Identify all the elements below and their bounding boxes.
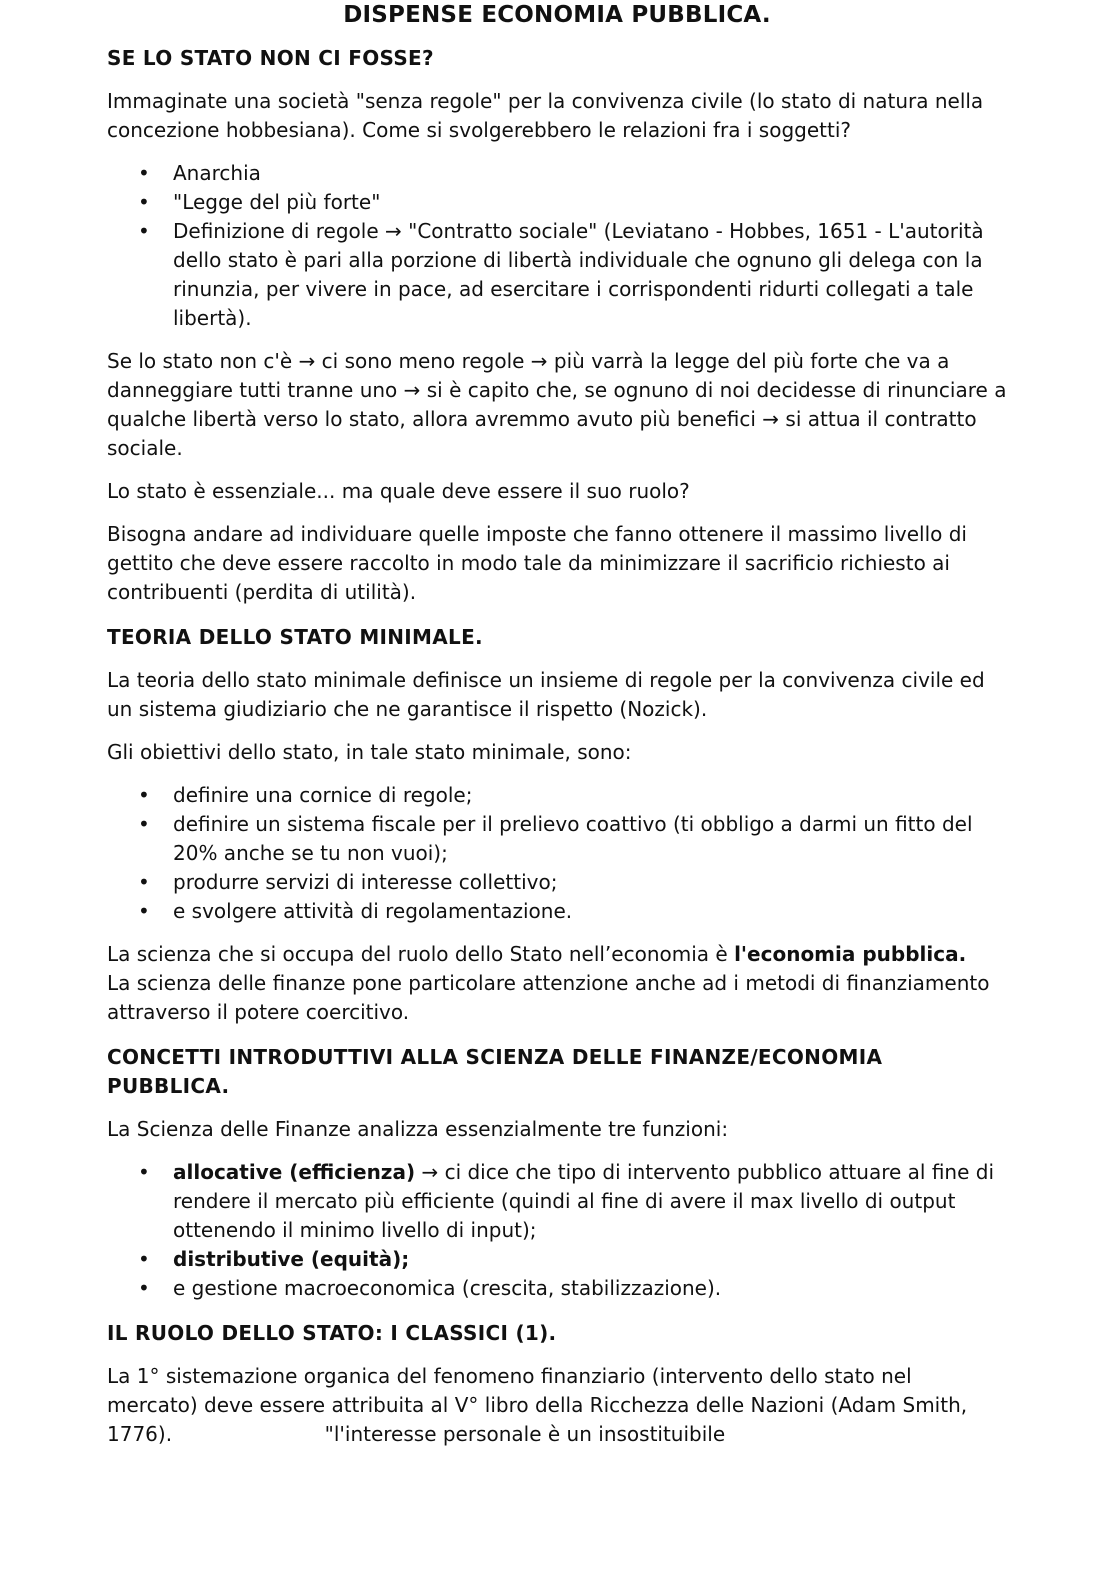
bullet-list (107, 159, 1007, 333)
list-item: • definire una cornice di regole; (107, 781, 1007, 810)
list-item: • Definizione di regole → "Contratto sociale" (Leviatano - Hobbes, 1651 - L'autorità dello stato è pari alla porzione di libertà individuale che ognuno gli delega con la rinunzia, per vivere in pace, ad esercitare i corrispondenti ridurti collegati a tale libertà). (107, 217, 1007, 333)
bullet-list (107, 781, 1007, 926)
paragraph: Immaginate una società "senza regole" per la convivenza civile (lo stato di natura nella concezione hobbesiana). Come si svolgerebbero le relazioni fra i soggetti? (107, 89, 984, 142)
list-item: • Anarchia (107, 159, 1007, 188)
paragraph: La teoria dello stato minimale definisce un insieme di regole per la convivenza civile ed un sistema giudiziario che ne garantisce il rispetto (Nozick). (107, 668, 985, 721)
bullet-list (107, 1158, 1007, 1303)
paragraph: Bisogna andare ad individuare quelle imposte che fanno ottenere il massimo livello di gettito che deve essere raccolto in modo tale da minimizzare il sacrificio richiesto ai contribuenti (perdita di utilità). (107, 522, 967, 604)
text-run: → ci dice che tipo di intervento pubblico attuare al fine di rendere il mercato più efficiente (quindi al fine di avere il max livello di output ottenendo il minimo livello di input); (173, 1160, 995, 1242)
paragraph: La 1° sistemazione organica del fenomeno finanziario (intervento dello stato nel mercato) deve essere attribuita al V° libro della Ricchezza delle Nazioni (Adam Smith, 1776). "l'interesse personale è un insostituibile (107, 1364, 974, 1446)
section-heading-stato-minimale: TEORIA DELLO STATO MINIMALE. (107, 625, 483, 649)
bold-text: allocative (efficienza) (173, 1160, 416, 1184)
text-run: La scienza che si occupa del ruolo dello Stato nell’economia è (107, 942, 735, 966)
list-item: • definire un sistema fiscale per il prelievo coattivo (ti obbligo a darmi un fitto del 20% anche se tu non vuoi); (107, 810, 1007, 868)
bold-text: l'economia pubblica. (734, 942, 967, 966)
paragraph: Gli obiettivi dello stato, in tale stato minimale, sono: (107, 740, 632, 764)
list-item: • "Legge del più forte" (107, 188, 1007, 217)
document-page (107, 0, 1100, 1449)
bold-text: distributive (equità); (173, 1247, 410, 1271)
section-heading-stato: SE LO STATO NON CI FOSSE? (107, 46, 434, 70)
list-item (107, 1245, 1007, 1274)
list-item: • e svolgere attività di regolamentazione. (107, 897, 1007, 926)
paragraph: Se lo stato non c'è → ci sono meno regole → più varrà la legge del più forte che va a danneggiare tutti tranne uno → si è capito che, se ognuno di noi decidesse di rinunciare a qualche libertà verso lo stato, allora avremmo avuto più benefici → si attua il contratto sociale. (107, 349, 1007, 460)
text-run: La scienza delle finanze pone particolare attenzione anche ad i metodi di finanziamento attraverso il potere coercitivo. (107, 942, 1100, 1024)
paragraph (107, 940, 1100, 1027)
list-item: • e gestione macroeconomica (crescita, stabilizzazione). (107, 1274, 1007, 1303)
paragraph: La Scienza delle Finanze analizza essenzialmente tre funzioni: (107, 1117, 729, 1141)
section-heading-concetti: CONCETTI INTRODUTTIVI ALLA SCIENZA DELLE FINANZE/ECONOMIA PUBBLICA. (107, 1045, 883, 1098)
paragraph: Lo stato è essenziale... ma quale deve essere il suo ruolo? (107, 479, 690, 503)
list-item (107, 1158, 1007, 1245)
document-title: DISPENSE ECONOMIA PUBBLICA. (343, 2, 771, 28)
list-item: • produrre servizi di interesse collettivo; (107, 868, 1007, 897)
section-heading-classici: IL RUOLO DELLO STATO: I CLASSICI (1). (107, 1321, 557, 1345)
